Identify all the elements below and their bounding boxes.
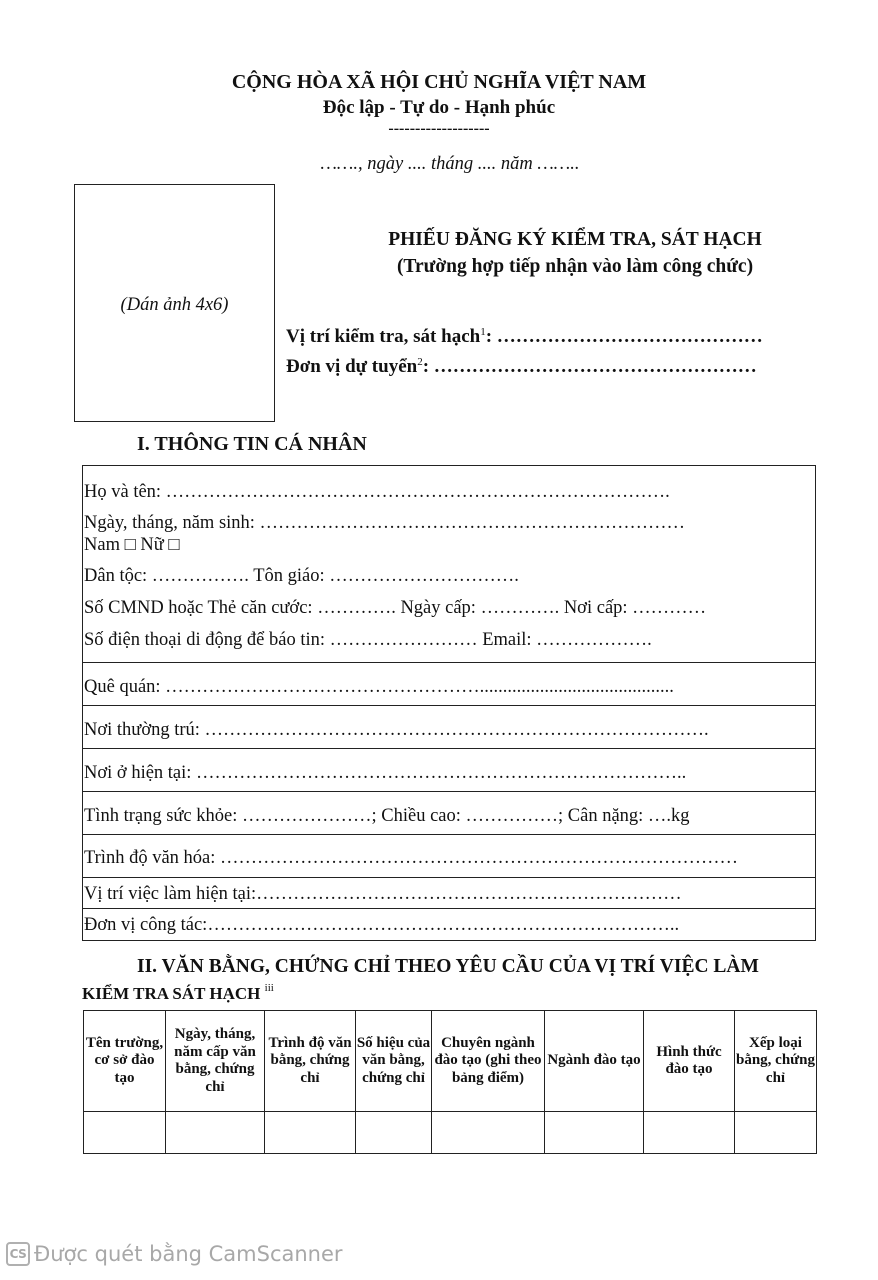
form-title: PHIẾU ĐĂNG KÝ KIỂM TRA, SÁT HẠCH: [388, 229, 762, 250]
dob-field[interactable]: Ngày, tháng, năm sinh: ……………………………………………………………: [84, 513, 686, 533]
col-header-certificate-number: Số hiệu của văn bằng, chứng chỉ: [356, 1011, 432, 1112]
qualifications-header-row: [84, 1011, 817, 1112]
cell-certificate-number[interactable]: [356, 1112, 432, 1154]
col-header-issue-date: Ngày, tháng, năm cấp văn bằng, chứng chỉ: [166, 1011, 265, 1112]
form-subtitle: (Trường hợp tiếp nhận vào làm công chức): [396, 256, 754, 277]
current-address-field[interactable]: Nơi ở hiện tại: ……………………………………………………………………..: [83, 748, 815, 791]
section-2-heading-line-2: KIỂM TRA SÁT HẠCH: [82, 984, 265, 1003]
cell-major[interactable]: [545, 1112, 644, 1154]
motto: Độc lập - Tự do - Hạnh phúc: [322, 97, 556, 118]
cell-institution[interactable]: [84, 1112, 166, 1154]
position-label: Vị trí kiểm tra, sát hạch: [286, 326, 481, 347]
cell-study-mode[interactable]: [644, 1112, 735, 1154]
cell-issue-date[interactable]: [166, 1112, 265, 1154]
position-field[interactable]: [286, 326, 763, 348]
personal-basic-block: [83, 466, 815, 662]
gender-field[interactable]: Nam □ Nữ □: [84, 535, 180, 555]
col-header-specialization: Chuyên ngành đào tạo (ghi theo bảng điểm): [432, 1011, 545, 1112]
separator: -------------------: [388, 120, 490, 137]
unit-dots: : ……………………………………………: [422, 356, 757, 377]
qualifications-table: [83, 1010, 817, 1154]
section-1-heading: I. THÔNG TIN CÁ NHÂN: [137, 433, 367, 455]
hometown-field[interactable]: Quê quán: ……………………………………………..........................................: [83, 662, 815, 705]
id-card-field[interactable]: Số CMND hoặc Thẻ căn cước: …………. Ngày cấp: …………. Nơi cấp: …………: [84, 598, 707, 618]
workplace-field[interactable]: Đơn vị công tác:…………………………………………………………………..: [83, 908, 815, 940]
nation-heading: CỘNG HÒA XÃ HỘI CHỦ NGHĨA VIỆT NAM: [231, 71, 647, 93]
photo-box: [74, 184, 275, 422]
col-header-degree-level: Trình độ văn bằng, chứng chỉ: [265, 1011, 356, 1112]
camscanner-watermark: [6, 1242, 343, 1266]
permanent-address-field[interactable]: Nơi thường trú: ……………………………………………………………………….: [83, 705, 815, 748]
footnote-iii: iii: [264, 982, 274, 994]
unit-field[interactable]: [286, 356, 757, 378]
table-row: [84, 1112, 817, 1154]
health-field[interactable]: Tình trạng sức khỏe: …………………; Chiều cao: ……………; Cân nặng: ….kg: [83, 791, 815, 834]
ethnicity-religion-field[interactable]: Dân tộc: ……………. Tôn giáo: ………………………….: [84, 566, 519, 586]
education-field[interactable]: Trình độ văn hóa: …………………………………………………………………………: [83, 834, 815, 877]
phone-email-field[interactable]: Số điện thoại di động để báo tin: …………………… Email: ……………….: [84, 630, 652, 650]
col-header-classification: Xếp loại bằng, chứng chỉ: [735, 1011, 817, 1112]
watermark-text: Được quét bằng CamScanner: [34, 1242, 343, 1266]
col-header-institution: Tên trường, cơ sở đào tạo: [84, 1011, 166, 1112]
section-2-heading-line-1: II. VĂN BẰNG, CHỨNG CHỈ THEO YÊU CẦU CỦA VỊ TRÍ VIỆC LÀM: [137, 956, 759, 977]
dateline: ……., ngày .... tháng .... năm ……..: [320, 154, 580, 174]
full-name-field[interactable]: Họ và tên: ……………………………………………………………………….: [84, 482, 670, 502]
footnote-2: 2: [417, 356, 423, 368]
camscanner-logo-icon: CS: [6, 1242, 30, 1266]
personal-info-table: [82, 465, 816, 941]
col-header-study-mode: Hình thức đào tạo: [644, 1011, 735, 1112]
current-job-field[interactable]: Vị trí việc làm hiện tại:……………………………………………………………: [83, 877, 815, 908]
cell-classification[interactable]: [735, 1112, 817, 1154]
position-dots: : ……………………………………: [485, 326, 763, 347]
cell-specialization[interactable]: [432, 1112, 545, 1154]
unit-label: Đơn vị dự tuyển: [286, 356, 418, 377]
section-2-heading: [82, 953, 822, 1007]
footnote-1: 1: [480, 326, 486, 338]
photo-box-label: (Dán ảnh 4x6): [120, 295, 229, 315]
col-header-major: Ngành đào tạo: [545, 1011, 644, 1112]
cell-degree-level[interactable]: [265, 1112, 356, 1154]
